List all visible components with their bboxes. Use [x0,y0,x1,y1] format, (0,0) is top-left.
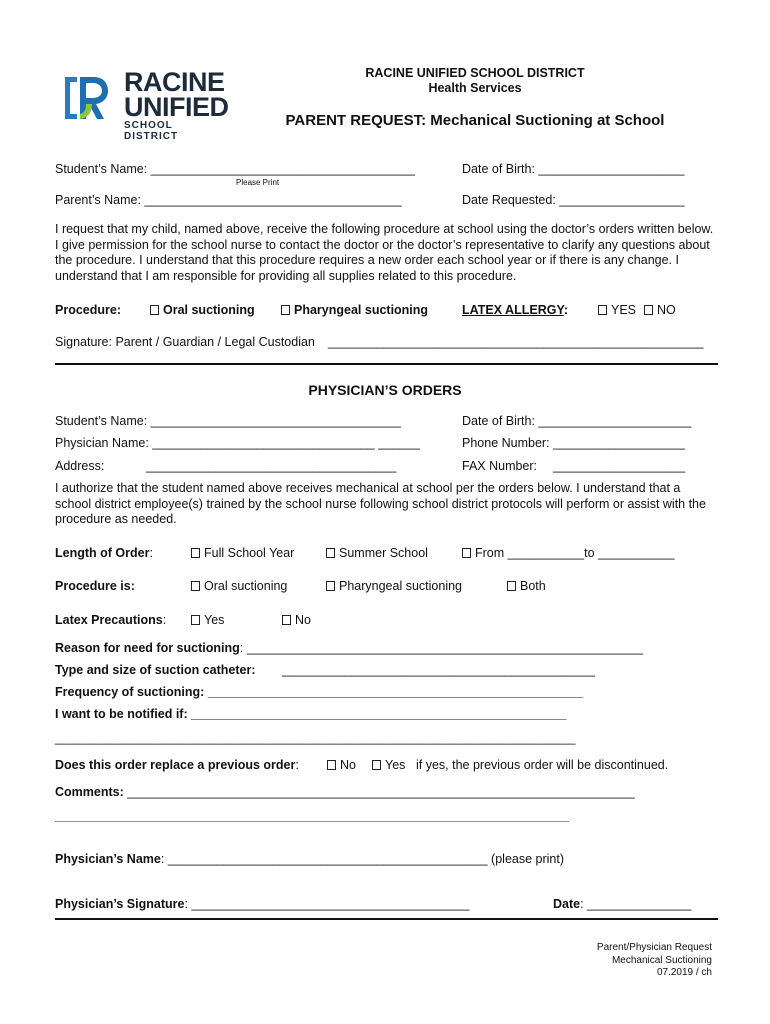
pharyngeal-suctioning-option[interactable]: Pharyngeal suctioning [281,303,428,317]
latex-precautions-no-option[interactable]: No [282,613,311,627]
from-to-checkbox[interactable] [462,548,471,558]
notified-if-field[interactable]: I want to be notified if: ______________________________________________________ [55,707,567,721]
physician-signature-field[interactable]: Physician’s Signature: ________________________________________ [55,897,470,911]
authorize-paragraph: I authorize that the student named above receives mechanical at school per the orders below. I understand that a school district employee(s) trained by the school nurse following school district protocols will perform or assist with the procedure as needed. [55,481,706,526]
pharyngeal-suctioning-checkbox[interactable] [281,305,290,315]
comments-continuation-line[interactable]: _____________________________________________________________________________ [55,809,569,823]
summer-school-option[interactable]: Summer School [326,546,428,560]
phys-both-checkbox[interactable] [507,581,516,591]
phys-dob-field[interactable]: Date of Birth: ______________________ [462,414,692,428]
full-school-year-checkbox[interactable] [191,548,200,558]
district-name: RACINE UNIFIED SCHOOL DISTRICT [365,66,585,80]
frequency-field[interactable]: Frequency of suctioning: ______________________________________________________ [55,685,584,699]
phys-oral-option[interactable]: Oral suctioning [191,579,287,593]
latex-no-checkbox[interactable] [644,305,653,315]
comments-field[interactable]: Comments: _________________________________________________________________________ [55,785,635,799]
replace-yes-checkbox[interactable] [372,760,381,770]
bottom-divider [55,918,718,920]
procedure-label: Procedure: [55,303,121,317]
phys-student-name-field[interactable]: Student’s Name: ____________________________________ [55,414,401,428]
parent-signature-label: Signature: Parent / Guardian / Legal Custodian [55,335,315,349]
latex-precautions-no-checkbox[interactable] [282,615,291,625]
replace-note: if yes, the previous order will be discontinued. [416,758,669,772]
please-print-note: Please Print [236,178,280,187]
address-field[interactable]: ____________________________________ [146,459,397,473]
form-title: PARENT REQUEST: Mechanical Suctioning at School [285,112,665,129]
length-of-order-label: Length of Order: [55,546,153,560]
dob-field[interactable]: Date of Birth: _____________________ [462,162,685,176]
request-paragraph: I request that my child, named above, receive the following procedure at school using the doctor’s orders written below. I give permission for the school nurse to contact the doctor or the doctor’s representative to clarify any questions about the procedure. I understand that this procedure requires a new order each school year or if there is any change. I understand that I am responsible for providing all supplies related to this procedure. [55,222,714,283]
phys-pharyngeal-option[interactable]: Pharyngeal suctioning [326,579,462,593]
section-divider [55,363,718,365]
catheter-type-label: Type and size of suction catheter: [55,663,256,677]
physician-date-field[interactable]: Date: _______________ [553,897,692,911]
from-to-option[interactable]: From ___________to ___________ [462,546,674,560]
latex-allergy-label: LATEX ALLERGY: [462,303,569,317]
student-name-field[interactable]: Student’s Name: ______________________________________ [55,162,415,176]
notified-if-continuation-line[interactable]: ______________________________________________________________________________ [55,731,576,745]
latex-precautions-yes-checkbox[interactable] [191,615,200,625]
latex-yes-option[interactable]: YES [598,303,636,317]
procedure-is-label: Procedure is: [55,579,135,593]
latex-precautions-label: Latex Precautions: [55,613,167,627]
phone-number-field[interactable]: Phone Number: ___________________ [462,436,686,450]
physician-print-name-field[interactable]: Physician’s Name: ______________________________________________ (please print) [55,852,564,866]
latex-precautions-yes-option[interactable]: Yes [191,613,224,627]
footer-line-3: 07.2019 / ch [656,967,712,978]
form-footer [597,942,712,980]
phys-both-option[interactable]: Both [507,579,546,593]
footer-line-2: Mechanical Suctioning [611,954,712,966]
reason-field[interactable]: Reason for need for suctioning: _________________________________________________________ [55,641,643,655]
fax-label: FAX Number: [462,459,538,473]
summer-school-checkbox[interactable] [326,548,335,558]
replace-order-label: Does this order replace a previous order: [55,758,299,772]
parent-name-field[interactable]: Parent’s Name: _____________________________________ [55,193,402,207]
department-name: Health Services [428,81,522,95]
replace-yes-option[interactable]: Yes [372,758,405,772]
latex-yes-checkbox[interactable] [598,305,607,315]
phys-oral-checkbox[interactable] [191,581,200,591]
replace-no-option[interactable]: No [327,758,356,772]
footer-line-1: Parent/Physician Request [596,942,712,953]
fax-field[interactable]: ___________________ [553,459,686,473]
full-school-year-option[interactable]: Full School Year [191,546,294,560]
logo-wordmark: RACINE UNIFIED [124,67,229,122]
physician-name-field[interactable]: Physician Name: ________________________________ ______ [55,436,420,450]
address-label: Address: [55,459,105,473]
parent-signature-line[interactable]: ______________________________________________________ [328,335,704,349]
physician-orders-heading: PHYSICIAN’S ORDERS [308,382,462,398]
oral-suctioning-option[interactable]: Oral suctioning [150,303,255,317]
latex-no-option[interactable]: NO [644,303,676,317]
oral-suctioning-checkbox[interactable] [150,305,159,315]
logo-subtitle: SCHOOL DISTRICT [124,120,179,142]
catheter-type-field[interactable]: _____________________________________________ [282,663,595,677]
replace-no-checkbox[interactable] [327,760,336,770]
date-requested-field[interactable]: Date Requested: __________________ [462,193,685,207]
phys-pharyngeal-checkbox[interactable] [326,581,335,591]
